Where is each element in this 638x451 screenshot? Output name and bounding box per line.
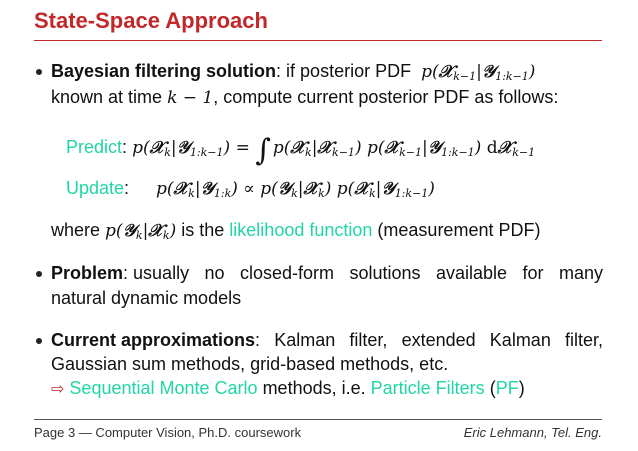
where-text-b: is the — [181, 220, 225, 240]
bullet-3-word: filter, — [349, 330, 388, 350]
bullet-3-word: Kalman — [274, 330, 336, 350]
pf-term: Particle Filters — [370, 378, 485, 398]
likelihood-formula: p(𝒴$_k$|𝒳$_k$) — [105, 221, 177, 242]
where-line — [51, 219, 540, 247]
update-equation — [66, 177, 129, 199]
update-formula: p(𝒳$_k$|𝒴$_{1:k}$) ∝ p(𝒴$_k$|𝒳$_k$) p(𝒳$_k$|𝒴$_{1:k-1}$) — [156, 179, 435, 200]
bullet-2-dot — [36, 271, 42, 277]
posterior-prev-formula: p(𝒳$_{k-1}$|𝒴$_{1:k-1}$) — [421, 62, 536, 83]
bullet-2-word: for — [522, 263, 544, 283]
bullet-3-line-3 — [51, 377, 525, 401]
bullet-2-word: many — [558, 263, 603, 283]
predict-equation — [66, 133, 536, 168]
bullet-3-text-mid: methods, i.e. — [262, 378, 366, 398]
footer-author: Eric Lehmann, Tel. Eng. — [463, 425, 602, 440]
bullet-3-word: Kalman — [489, 330, 551, 350]
bullet-1-text-c: , compute current posterior PDF as follows: — [213, 87, 559, 107]
bullet-2-label: Problem — [51, 263, 124, 283]
bullet-2-word: : usually — [123, 263, 190, 283]
slide-title: State-Space Approach — [34, 8, 268, 33]
bullet-3-line-1 — [51, 329, 603, 351]
predict-colon: : — [122, 137, 128, 157]
footer-divider — [34, 419, 602, 420]
smc-term: Sequential Monte Carlo — [69, 378, 258, 398]
bullet-2-word: available — [436, 263, 508, 283]
likelihood-term: likelihood function — [229, 220, 373, 240]
bullet-3-word: extended — [401, 330, 476, 350]
bullet-1-text-b: known at time — [51, 87, 163, 107]
paren-open: ( — [489, 378, 496, 398]
footer-page-info: Page 3 — Computer Vision, Ph.D. coursework — [34, 425, 302, 440]
bullet-3-line-2: Gaussian sum methods, grid-based methods, etc. — [51, 354, 449, 374]
bullet-2-word: solutions — [349, 263, 421, 283]
bullet-3-label: Current approximations — [51, 330, 256, 350]
predict-formula: p(𝒳$_k$|𝒴$_{1:k-1}$) = ∫ p(𝒳$_k$|𝒳$_{k-1}$) p(𝒳$_{k-1}$|𝒴$_{1:k-1}$) d𝒳$_{k-1}$ — [132, 133, 536, 168]
bullet-1-line-1 — [51, 60, 535, 88]
bullet-1-line-2 — [51, 86, 558, 109]
update-colon: : — [124, 178, 130, 198]
arrow-right-icon: ⇨ — [51, 381, 65, 398]
paren-close: ) — [518, 378, 525, 398]
time-formula: k − 1 — [167, 88, 214, 108]
where-text-c: (measurement PDF) — [377, 220, 541, 240]
title-divider — [34, 40, 602, 41]
predict-label: Predict — [66, 137, 123, 157]
bullet-2-line-2: natural dynamic models — [51, 288, 242, 308]
update-label: Update — [66, 178, 125, 198]
update-formula-wrap — [156, 177, 435, 205]
bullet-3-dot — [36, 338, 42, 344]
bullet-2-line-1 — [51, 262, 603, 284]
bullet-1-text-a: : if posterior PDF — [276, 61, 412, 81]
bullet-3-word: filter, — [564, 330, 603, 350]
bullet-2-word: closed-form — [240, 263, 335, 283]
pf-abbr: PF — [495, 378, 519, 398]
where-text-a: where — [51, 220, 101, 240]
bullet-3-word: : — [255, 330, 261, 350]
bullet-1-label: Bayesian filtering solution — [51, 61, 277, 81]
bullet-2-word: no — [204, 263, 225, 283]
bullet-1-dot — [36, 69, 42, 75]
